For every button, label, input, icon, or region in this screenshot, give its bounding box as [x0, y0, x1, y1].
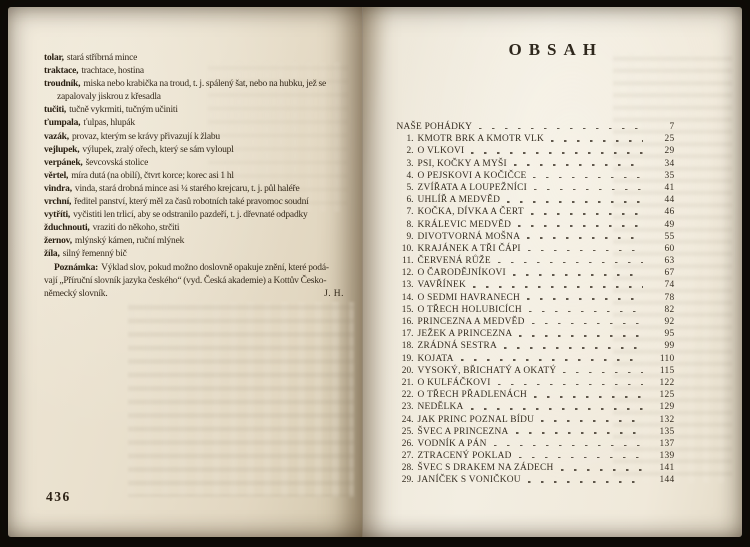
- note-line: [44, 262, 346, 275]
- bleedthrough-texture: [128, 302, 354, 497]
- glossary-line: [44, 235, 346, 248]
- glossary-definition: vyčistiti len trlicí, aby se odstranilo pazdeří, t. j. dřevnaté odpadky: [73, 210, 308, 221]
- toc-entry-title: O SEDMI HAVRANECH: [417, 292, 521, 303]
- toc-entry-title: KMOTR BRK A KMOTR VLK: [417, 134, 544, 145]
- toc-dot-leader: [561, 469, 643, 471]
- toc-dot-leader: [479, 128, 642, 130]
- toc-title: OBSAH: [508, 40, 604, 59]
- toc-entry: [397, 316, 675, 328]
- toc-entry-number: 28.: [401, 463, 414, 474]
- toc-entry: [397, 194, 675, 206]
- glossary-term: žíla,: [44, 249, 60, 260]
- toc-entry-number: 25.: [401, 426, 414, 437]
- glossary-term: vytříti,: [44, 210, 71, 221]
- glossary-line: [44, 65, 346, 78]
- toc-entry-number: 19.: [401, 353, 414, 364]
- glossary-line: [44, 144, 346, 157]
- left-page: [8, 7, 362, 537]
- toc-dot-leader: [551, 140, 643, 142]
- toc-entry: [397, 158, 675, 170]
- table-of-contents: [397, 121, 675, 487]
- toc-entry: [397, 145, 675, 157]
- author-initials: J. H.: [324, 288, 344, 299]
- toc-entry-title: NEDĚLKA: [417, 402, 464, 413]
- toc-entry-title: KRAJÁNEK A TŘI ČÁPI: [417, 243, 521, 254]
- toc-page-number: 55: [664, 231, 675, 242]
- toc-page-number: 67: [664, 268, 675, 279]
- glossary-definition: stará stříbrná mince: [66, 53, 138, 63]
- toc-dot-leader: [471, 152, 642, 154]
- toc-entry: [397, 414, 675, 426]
- toc-page-number: 99: [664, 341, 675, 352]
- toc-page-number: 115: [659, 365, 675, 376]
- toc-entry: [397, 450, 675, 462]
- toc-dot-leader: [461, 359, 643, 361]
- toc-entry: [397, 401, 675, 413]
- toc-dot-leader: [514, 164, 643, 166]
- toc-page-number: 44: [664, 195, 675, 206]
- toc-entry: [397, 389, 675, 401]
- toc-entry-number: 14.: [401, 292, 414, 303]
- toc-entry-number: 26.: [401, 438, 414, 449]
- toc-entry: [397, 353, 675, 365]
- glossary-definition: ředitel panství, který měl za časů robotních také pravomoc soudní: [74, 197, 309, 208]
- toc-entry-title: JAK PRINC POZNAL BÍDU: [417, 414, 535, 425]
- toc-page-number: 63: [664, 256, 675, 267]
- glossary-line: [44, 196, 346, 209]
- toc-entry-title: O KULFÁČKOVI: [417, 377, 491, 388]
- toc-entry-title: PSI, KOČKY A MYŠI: [417, 158, 507, 169]
- toc-dot-leader: [541, 420, 642, 422]
- toc-entry-number: 27.: [401, 451, 414, 462]
- toc-entry-number: 10.: [401, 243, 414, 254]
- glossary-line: [44, 91, 346, 104]
- toc-entry-number: 21.: [401, 377, 414, 388]
- toc-entry: [397, 292, 675, 304]
- toc-entry-title: O TŘECH PŘADLENÁCH: [417, 390, 528, 401]
- toc-entry-title: ZVÍŘATA A LOUPEŽNÍCI: [417, 182, 527, 193]
- toc-entry-title: ČERVENÁ RŮŽE: [417, 256, 491, 267]
- glossary-line: [44, 222, 346, 235]
- toc-entry: [397, 426, 675, 438]
- toc-page-number: 60: [664, 243, 675, 254]
- toc-page-number: 41: [664, 182, 675, 193]
- toc-entry-number: 24.: [401, 414, 414, 425]
- glossary-line: [44, 209, 346, 222]
- toc-page-number: 35: [664, 170, 675, 181]
- toc-entry: [397, 219, 675, 231]
- glossary-term: vazák,: [44, 131, 69, 142]
- toc-entry: [397, 438, 675, 450]
- glossary-definition: tučně vykrmiti, tučným učiniti: [69, 105, 178, 116]
- toc-entry-title: UHLÍŘ A MEDVĚD: [417, 195, 501, 206]
- glossary-definition: miska nebo krabička na troud, t. j. spálený šat, nebo na hubku, jež se: [83, 79, 327, 90]
- toc-entry-number: 22.: [401, 390, 414, 401]
- toc-entry: [397, 121, 675, 133]
- toc-dot-leader: [471, 408, 643, 410]
- glossary-term: tučiti,: [44, 105, 67, 116]
- toc-entry: [397, 133, 675, 145]
- toc-dot-leader: [519, 335, 642, 337]
- toc-entry-number: 6.: [406, 195, 414, 206]
- toc-entry-number: 15.: [401, 304, 414, 315]
- toc-entry-title: NAŠE POHÁDKY: [396, 122, 473, 132]
- toc-page-number: 125: [659, 390, 675, 401]
- toc-entry-number: 4.: [406, 170, 414, 181]
- toc-entry: [397, 328, 675, 340]
- toc-page-number: 132: [659, 414, 675, 425]
- toc-entry: [397, 304, 675, 316]
- glossary-definition: výlupek, zralý ořech, který se sám vyloupl: [82, 144, 234, 155]
- toc-entry-number: 11.: [402, 256, 414, 267]
- glossary-definition: trachtace, hostina: [81, 66, 144, 77]
- toc-entry: [397, 206, 675, 218]
- toc-page-number: 129: [659, 402, 675, 413]
- glossary-line: [44, 117, 346, 130]
- toc-entry: [397, 279, 675, 291]
- note-text: vají „Příruční slovník jazyka českého“ (vyd. Česká akademie) a Kottův Česko-: [44, 275, 327, 286]
- toc-entry-title: DIVOTVORNÁ MOŠNA: [417, 231, 521, 242]
- glossary-definition: zapalovaly jiskrou z křesadla: [57, 92, 161, 103]
- toc-entry-title: ZRÁDNÁ SESTRA: [417, 341, 498, 352]
- glossary-definition: provaz, kterým se krávy přivazují k žlabu: [71, 131, 220, 142]
- toc-page-number: 141: [659, 463, 675, 474]
- toc-dot-leader: [518, 225, 642, 227]
- toc-page-number: 110: [659, 353, 675, 364]
- toc-entry-number: 2.: [406, 146, 414, 157]
- toc-entry-number: 16.: [401, 317, 414, 327]
- glossary-definition: míra dutá (na obilí), čtvrt korce; korec asi 1 hl: [71, 170, 234, 181]
- toc-entry-number: 3.: [406, 158, 414, 169]
- toc-dot-leader: [527, 237, 642, 239]
- toc-entry-number: 18.: [401, 341, 414, 352]
- glossary-line: [44, 131, 346, 144]
- toc-dot-leader: [533, 177, 642, 179]
- toc-page-number: 137: [659, 438, 675, 449]
- toc-entry: [397, 267, 675, 279]
- toc-entry-number: 20.: [401, 365, 414, 376]
- toc-dot-leader: [534, 189, 643, 191]
- toc-entry-title: KOČKA, DÍVKA A ČERT: [417, 207, 524, 218]
- toc-dot-leader: [532, 323, 643, 325]
- toc-dot-leader: [498, 384, 643, 386]
- toc-entry: [397, 365, 675, 377]
- toc-page-number: 78: [664, 292, 675, 303]
- toc-dot-leader: [513, 274, 643, 276]
- glossary-text-block: [44, 52, 346, 301]
- toc-entry-title: PRINCEZNA A MEDVĚD: [417, 317, 525, 327]
- toc-entry: [397, 340, 675, 352]
- toc-entry-title: O TŘECH HOLUBICÍCH: [417, 304, 522, 315]
- toc-page-number: 25: [664, 134, 675, 145]
- toc-page-number: 122: [659, 377, 675, 388]
- toc-entry-title: ŠVEC S DRAKEM NA ZÁDECH: [417, 463, 554, 474]
- toc-dot-leader: [473, 286, 642, 288]
- toc-entry-number: 13.: [401, 280, 414, 291]
- note-text: německý slovník.: [44, 288, 108, 299]
- right-page: [362, 7, 742, 537]
- toc-dot-leader: [528, 250, 643, 252]
- glossary-list: [44, 52, 346, 262]
- glossary-line: [44, 52, 346, 65]
- toc-entry: [397, 377, 675, 389]
- toc-entry-number: 1.: [406, 134, 414, 145]
- toc-entry: [397, 243, 675, 255]
- toc-dot-leader: [494, 445, 643, 447]
- glossary-term: žduchnouti,: [44, 223, 90, 234]
- toc-page-number: 34: [664, 158, 675, 169]
- toc-page-number: 135: [659, 426, 675, 437]
- toc-entry-title: O ČARODĚJNÍKOVI: [417, 268, 506, 279]
- toc-page-number: 144: [659, 475, 675, 486]
- toc-dot-leader: [527, 298, 642, 300]
- glossary-definition: ťulpas, hlupák: [83, 118, 135, 129]
- glossary-line: [44, 183, 346, 196]
- toc-dot-leader: [519, 457, 643, 459]
- toc-dot-leader: [498, 262, 643, 264]
- toc-entry: [397, 182, 675, 194]
- toc-entry: [397, 474, 675, 486]
- toc-page-number: 46: [664, 207, 675, 218]
- glossary-term: žernov,: [44, 236, 72, 247]
- note-line: [44, 275, 346, 288]
- note-label: Poznámka:: [54, 262, 99, 273]
- glossary-definition: ševcovská stolice: [85, 157, 149, 168]
- toc-page-number: 29: [664, 146, 675, 157]
- toc-entry-title: VODNÍK A PÁN: [417, 438, 487, 449]
- glossary-definition: vinda, stará drobná mince asi ¼ starého krejcaru, t. j. půl haléře: [74, 183, 300, 194]
- toc-page-number: 82: [664, 304, 675, 315]
- toc-entry: [397, 255, 675, 267]
- toc-entry-title: JANÍČEK S VONIČKOU: [417, 475, 521, 486]
- note-line: [44, 288, 346, 301]
- toc-entry-title: KRÁLEVIC MEDVĚD: [417, 219, 512, 230]
- toc-page-number: 7: [669, 122, 675, 132]
- glossary-line: [44, 78, 346, 91]
- toc-dot-leader: [534, 396, 642, 398]
- toc-entry-number: 17.: [401, 329, 414, 340]
- toc-dot-leader: [516, 432, 643, 434]
- glossary-term: vejlupek,: [44, 144, 80, 155]
- glossary-term: ťumpala,: [44, 118, 81, 129]
- toc-dot-leader: [563, 372, 642, 374]
- toc-entry: [397, 462, 675, 474]
- left-page-number: 436: [46, 489, 71, 504]
- toc-entry-number: 29.: [401, 475, 414, 486]
- glossary-term: traktace,: [44, 66, 79, 77]
- toc-entry-title: ZTRACENÝ POKLAD: [417, 451, 512, 462]
- toc-entry-title: KOJATA: [417, 353, 454, 364]
- glossary-line: [44, 170, 346, 183]
- toc-dot-leader: [528, 481, 643, 483]
- glossary-term: věrtel,: [44, 170, 69, 181]
- toc-dot-leader: [531, 213, 643, 215]
- toc-entry-title: ŠVEC A PRINCEZNA: [417, 426, 509, 437]
- toc-entry-number: 23.: [401, 402, 414, 413]
- toc-page-number: 95: [664, 329, 675, 340]
- toc-page-number: 92: [664, 317, 675, 327]
- toc-entry: [397, 170, 675, 182]
- toc-entry-number: 8.: [406, 219, 414, 230]
- toc-entry-number: 12.: [401, 268, 414, 279]
- toc-entry-title: VAVŘÍNEK: [417, 280, 467, 291]
- glossary-definition: silný řemenný bič: [62, 249, 127, 260]
- toc-page-number: 49: [664, 219, 675, 230]
- note-paragraph: [44, 262, 346, 301]
- glossary-term: troudník,: [44, 79, 81, 90]
- toc-dot-leader: [529, 311, 643, 313]
- toc-entry-number: 5.: [406, 182, 414, 193]
- glossary-term: verpánek,: [44, 157, 83, 168]
- glossary-term: vindra,: [44, 183, 72, 194]
- glossary-definition: vraziti do někoho, strčiti: [92, 223, 180, 234]
- book-spread: [8, 7, 742, 537]
- glossary-term: tolar,: [44, 53, 64, 63]
- glossary-line: [44, 248, 346, 261]
- toc-dot-leader: [507, 201, 642, 203]
- note-text: Výklad slov, pokud možno doslovně opakuje znění, které podá-: [101, 262, 329, 273]
- toc-entry: [397, 231, 675, 243]
- toc-entry-number: 7.: [406, 207, 414, 218]
- toc-entry-title: O PEJSKOVI A KOČIČCE: [417, 170, 527, 181]
- glossary-definition: mlýnský kámen, ruční mlýnek: [74, 236, 185, 247]
- glossary-line: [44, 157, 346, 170]
- glossary-line: [44, 104, 346, 117]
- toc-entry-title: O VLKOVI: [417, 146, 465, 157]
- toc-entry-title: JEŽEK A PRINCEZNA: [417, 329, 513, 340]
- toc-entry-title: VYSOKÝ, BŘICHATÝ A OKATÝ: [417, 365, 557, 376]
- toc-page-number: 74: [664, 280, 675, 291]
- toc-dot-leader: [504, 347, 642, 349]
- glossary-term: vrchní,: [44, 197, 72, 208]
- toc-page-number: 139: [659, 451, 675, 462]
- toc-entry-number: 9.: [406, 231, 414, 242]
